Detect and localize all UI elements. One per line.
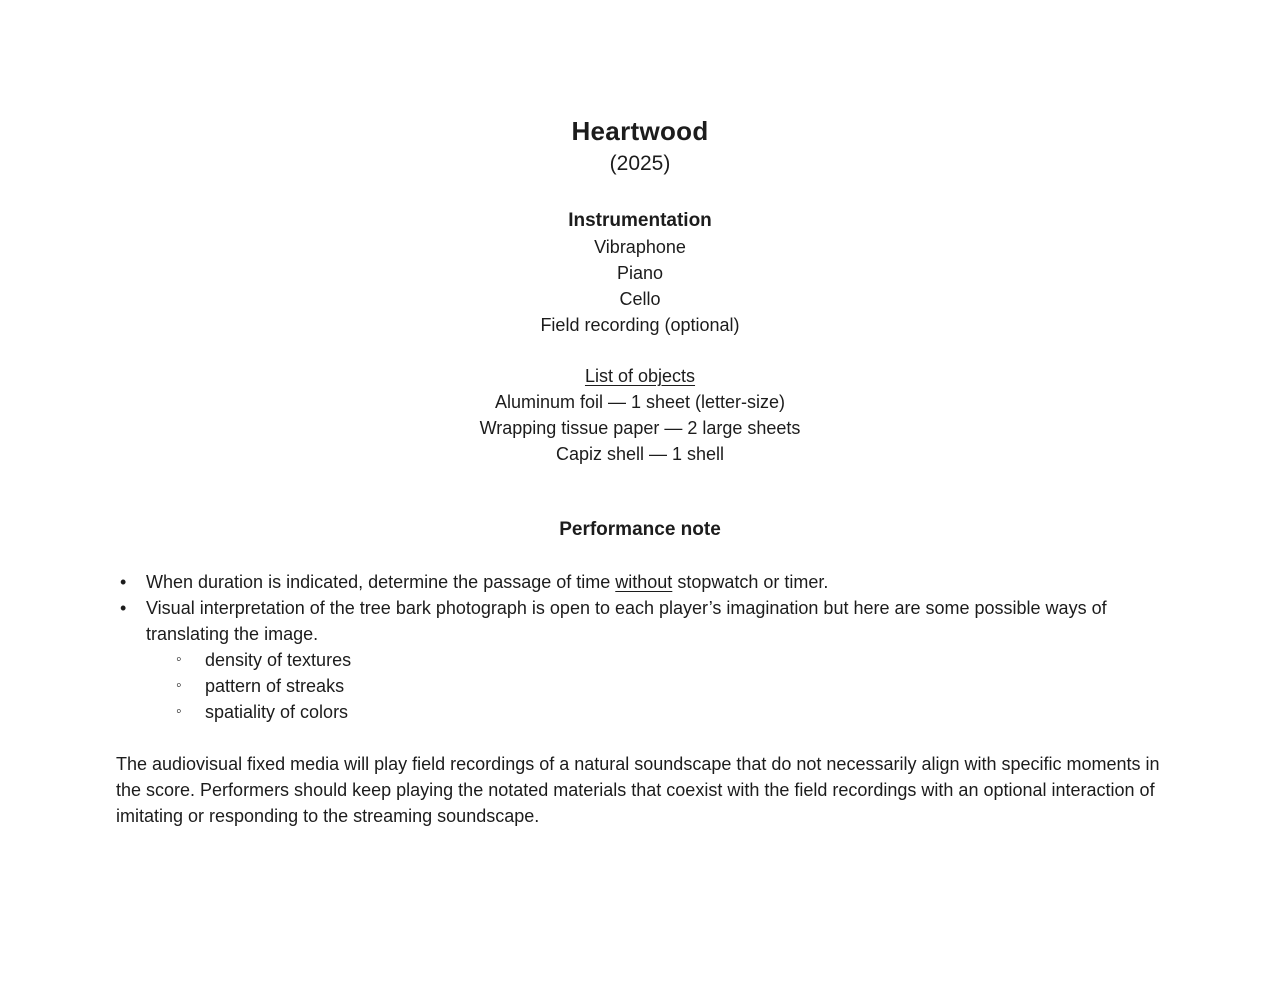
bullet-dot-icon: • (120, 598, 127, 618)
instrument-item: Cello (619, 289, 661, 309)
bullet-item (0, 595, 1280, 647)
object-item: Aluminum foil — 1 sheet (letter-size) (494, 392, 786, 412)
sub-bullet-text: spatiality of colors (205, 702, 349, 722)
sub-bullet-item (0, 673, 1280, 699)
bullet-item (0, 569, 1280, 595)
sub-bullet-circle-icon: ◦ (176, 703, 182, 720)
bullet-text-segment: stopwatch or timer. (672, 572, 829, 592)
performance-paragraph: The audiovisual fixed media will play field recordings of a natural soundscape that do not necessarily align with specific moments in the score. Performers should keep playing the notated materials that coexist with the field recordings with an optional interaction of imitating or responding to the streaming soundscape. (116, 754, 1160, 826)
sub-bullet-circle-icon: ◦ (176, 677, 182, 694)
object-item: Wrapping tissue paper — 2 large sheets (479, 418, 801, 438)
instrument-item: Vibraphone (594, 237, 686, 257)
underlined-word: without (615, 572, 673, 592)
object-item: Capiz shell — 1 shell (555, 444, 725, 464)
instrumentation-heading: Instrumentation (568, 210, 712, 231)
bullet-text: Visual interpretation of the tree bark photograph is open to each player’s imagination but here are some possible ways of translating the image. (146, 598, 1107, 644)
instrument-item: Field recording (optional) (540, 315, 740, 335)
sub-bullet-item (0, 647, 1280, 673)
bullet-text (146, 569, 828, 595)
sub-bullet-text: density of textures (205, 650, 352, 670)
sub-bullet-item (0, 699, 1280, 725)
piece-title: Heartwood (571, 116, 709, 146)
objects-heading: List of objects (584, 366, 696, 386)
bullet-dot-icon: • (120, 572, 127, 592)
sub-bullet-text: pattern of streaks (205, 676, 345, 696)
performance-note-heading: Performance note (559, 519, 721, 540)
bullet-text-segment: When duration is indicated, determine the passage of time (146, 572, 616, 592)
instrument-item: Piano (616, 263, 664, 283)
piece-year: (2025) (609, 152, 671, 175)
performance-bullet-list (0, 569, 1280, 725)
sub-bullet-circle-icon: ◦ (176, 651, 182, 668)
